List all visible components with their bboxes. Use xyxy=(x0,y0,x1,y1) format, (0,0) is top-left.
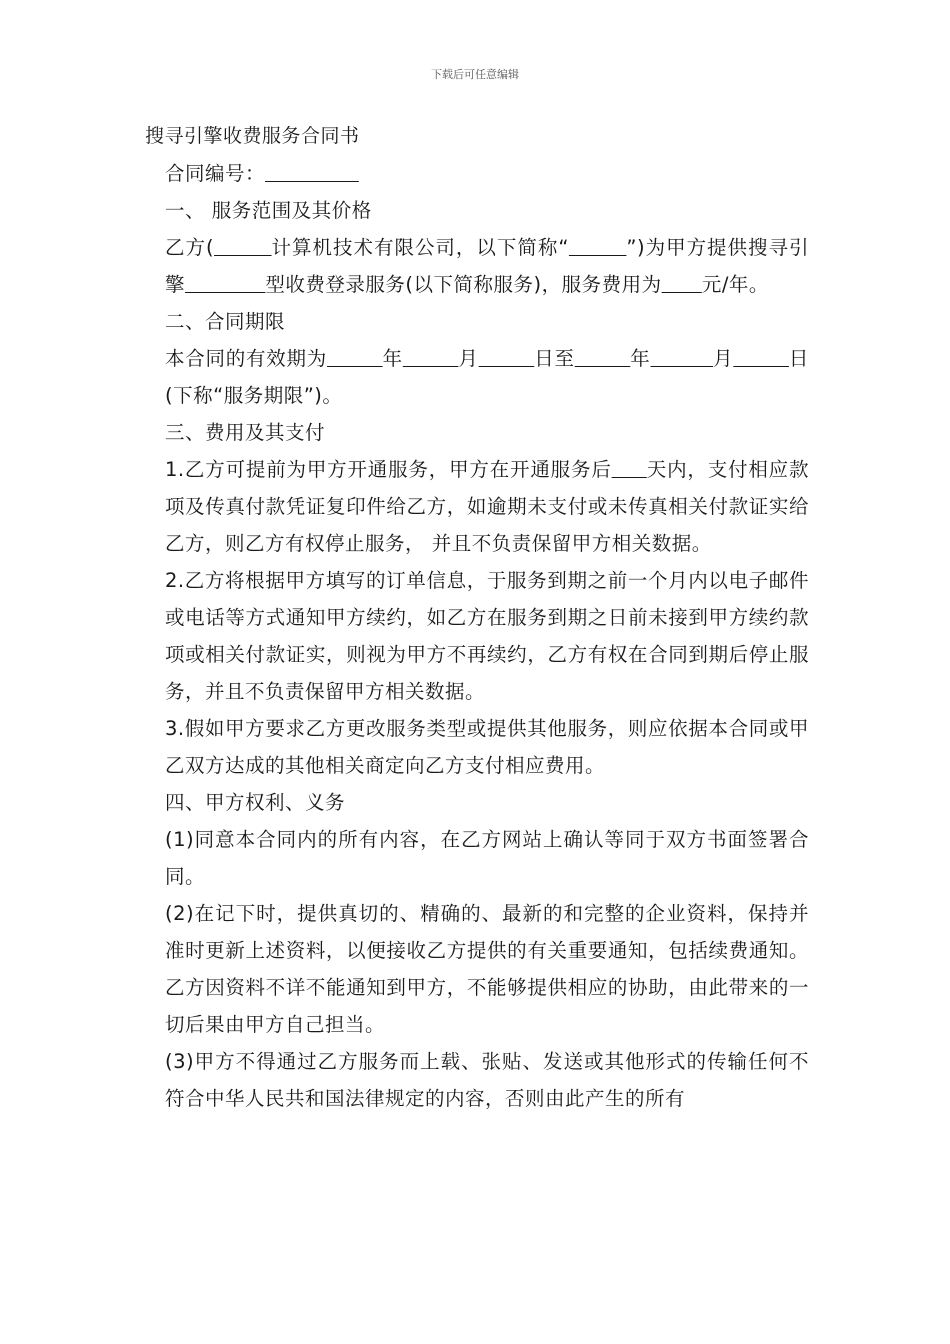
section-1-heading: 一、 服务范围及其价格 xyxy=(165,199,372,222)
text-segment: 日(下称“服务期限”)。 xyxy=(165,347,809,407)
text-segment: ”)为甲方提供搜寻引擎 xyxy=(165,236,809,296)
fee-blank xyxy=(662,273,702,296)
text-segment: 型收费登录服务(以下简称服务)，服务费用为 xyxy=(265,273,662,296)
header-watermark: 下载后可任意编辑 xyxy=(431,68,519,81)
days-blank xyxy=(612,458,647,481)
text-segment: 天内，支付相应款项及传真付款凭证复印件给乙方，如逾期未支付或未传真相关付款证实给乙方，则乙方有权停止服务， 并且不负责保留甲方相关数据。 xyxy=(165,458,809,555)
engine-blank xyxy=(185,273,265,296)
section-3-paragraph-2: 2.乙方将根据甲方填写的订单信息，于服务到期之前一个月内以电子邮件或电话等方式通知甲方续约，如乙方在服务到期之日前未接到甲方续约款项或相关付款证实，则视为甲方不再续约，乙方有权在合同到期后停止服务，并且不负责保留甲方相关数据。 xyxy=(165,569,809,703)
section-2-paragraph xyxy=(145,340,809,414)
date-blank xyxy=(575,347,631,370)
text-segment: 乙方( xyxy=(165,236,215,259)
short-name-blank xyxy=(569,236,626,259)
text-segment: 元/年。 xyxy=(701,273,769,296)
document-title: 搜寻引擎收费服务合同书 xyxy=(145,125,360,147)
section-4-paragraph-1: (1)同意本合同内的所有内容，在乙方网站上确认等同于双方书面签署合同。 xyxy=(165,828,809,888)
section-3-paragraph-3: 3.假如甲方要求乙方更改服务类型或提供其他服务，则应依据本合同或甲乙双方达成的其他相关商定向乙方支付相应费用。 xyxy=(165,717,809,777)
text-segment: 年 xyxy=(382,347,403,370)
text-segment: 日至 xyxy=(534,347,575,370)
section-3-heading: 三、费用及其支付 xyxy=(165,421,326,444)
text-segment: 1.乙方可提前为甲方开通服务，甲方在开通服务后 xyxy=(165,458,612,481)
text-segment: 月 xyxy=(713,347,734,370)
contract-number-label: 合同编号： xyxy=(165,162,266,185)
contract-number-line xyxy=(145,155,809,192)
text-segment: 月 xyxy=(458,347,479,370)
contract-number-blank xyxy=(265,162,359,185)
date-blank xyxy=(479,347,535,370)
text-segment: 计算机技术有限公司，以下简称“ xyxy=(271,236,569,259)
date-blank xyxy=(651,347,714,370)
document-body xyxy=(145,118,809,1117)
section-1-paragraph xyxy=(145,229,809,303)
text-segment: 本合同的有效期为 xyxy=(165,347,327,370)
section-3-paragraph-1 xyxy=(145,451,809,562)
date-blank xyxy=(327,347,383,370)
date-blank xyxy=(733,347,789,370)
text-segment: 年 xyxy=(630,347,651,370)
section-4-heading: 四、甲方权利、义务 xyxy=(165,791,346,814)
date-blank xyxy=(403,347,459,370)
section-4-paragraph-2: (2)在记下时，提供真切的、精确的、最新的和完整的企业资料，保持并准时更新上述资料，以便接收乙方提供的有关重要通知，包括续费通知。乙方因资料不详不能通知到甲方，不能够提供相应的协助，由此带来的一切后果由甲方自己担当。 xyxy=(165,902,809,1036)
section-4-paragraph-3: (3)甲方不得通过乙方服务而上载、张贴、发送或其他形式的传输任何不符合中华人民共和国法律规定的内容，否则由此产生的所有 xyxy=(165,1050,809,1110)
company-blank xyxy=(214,236,271,259)
section-2-heading: 二、合同期限 xyxy=(165,310,286,333)
